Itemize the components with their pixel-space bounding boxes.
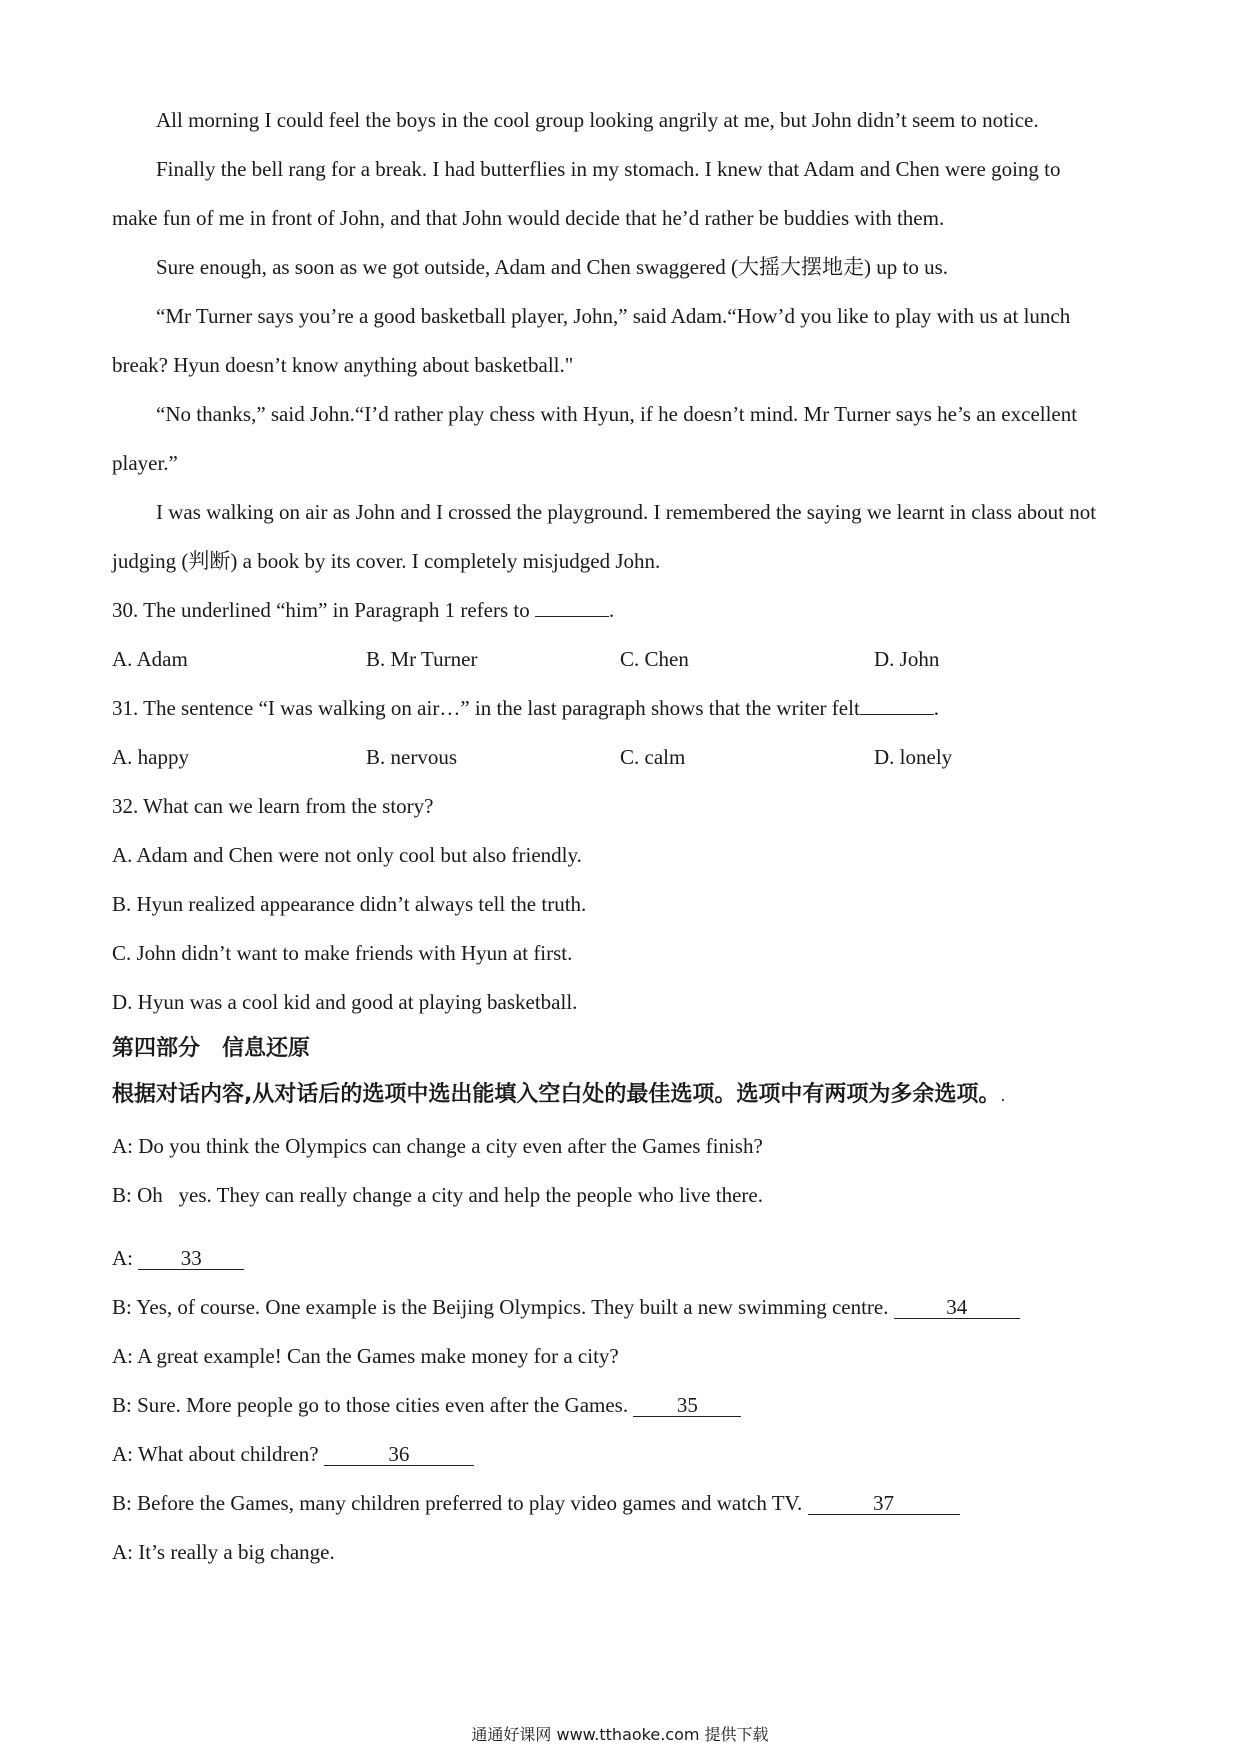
story-paragraph-2-line-2: make fun of me in front of John, and that John would decide that he’d rather be buddies with them. <box>112 206 945 230</box>
question-30-end: . <box>608 598 615 622</box>
blank-36[interactable]: 36 <box>324 1443 474 1466</box>
blank-34[interactable]: 34 <box>894 1296 1020 1319</box>
question-31-end: . <box>933 696 940 720</box>
blank-37[interactable]: 37 <box>808 1492 960 1515</box>
question-32-option-d[interactable]: D. Hyun was a cool kid and good at playing basketball. <box>112 990 578 1014</box>
footer-watermark: 通通好课网 www.tthaoke.com 提供下载 <box>471 1725 769 1744</box>
section-4-instruction <box>112 1082 1005 1109</box>
question-32-stem: 32. What can we learn from the story? <box>112 794 434 818</box>
story-paragraph-4-line-2: break? Hyun doesn’t know anything about basketball." <box>112 353 574 377</box>
dialogue-line-2: B: Oh yes. They can really change a city and help the people who live there. <box>112 1183 763 1207</box>
question-30-option-c[interactable]: C. Chen <box>620 647 689 671</box>
question-31 <box>112 695 939 721</box>
section-4-instruction-tail: . <box>1000 1086 1006 1105</box>
question-30 <box>112 597 614 623</box>
question-32-option-a[interactable]: A. Adam and Chen were not only cool but also friendly. <box>112 843 582 867</box>
question-30-stem: 30. The underlined “him” in Paragraph 1 refers to <box>112 598 530 622</box>
blank-33[interactable]: 33 <box>138 1247 244 1270</box>
dialogue-speaker-a: A: <box>112 1246 133 1270</box>
dialogue-line-7 <box>112 1441 474 1467</box>
question-32-option-b[interactable]: B. Hyun realized appearance didn’t always tell the truth. <box>112 892 587 916</box>
story-paragraph-6-line-1: I was walking on air as John and I crossed the playground. I remembered the saying we learnt in class about not <box>156 500 1097 524</box>
blank-35[interactable]: 35 <box>633 1394 741 1417</box>
story-paragraph-3: Sure enough, as soon as we got outside, Adam and Chen swaggered (大摇大摆地走) up to us. <box>156 255 949 279</box>
story-paragraph-5-line-2: player.” <box>112 451 178 475</box>
story-paragraph-6-line-2: judging (判断) a book by its cover. I completely misjudged John. <box>112 549 661 573</box>
dialogue-line-5: A: A great example! Can the Games make money for a city? <box>112 1344 619 1368</box>
question-30-blank[interactable] <box>535 616 609 617</box>
question-31-option-d[interactable]: D. lonely <box>874 745 953 769</box>
story-paragraph-1: All morning I could feel the boys in the cool group looking angrily at me, but John didn’t seem to notice. <box>156 108 1039 132</box>
question-31-blank[interactable] <box>860 714 934 715</box>
dialogue-line-8 <box>112 1490 960 1516</box>
question-30-option-d[interactable]: D. John <box>874 647 940 671</box>
dialogue-line-8-text: B: Before the Games, many children preferred to play video games and watch TV. <box>112 1491 803 1515</box>
question-30-option-a[interactable]: A. Adam <box>112 647 188 671</box>
question-30-option-b[interactable]: B. Mr Turner <box>366 647 478 671</box>
dialogue-line-4-text: B: Yes, of course. One example is the Beijing Olympics. They built a new swimming centre. <box>112 1295 889 1319</box>
dialogue-line-3 <box>112 1245 244 1271</box>
question-32-option-c[interactable]: C. John didn’t want to make friends with Hyun at first. <box>112 941 573 965</box>
question-31-option-c[interactable]: C. calm <box>620 745 686 769</box>
section-4-instruction-text: 根据对话内容,从对话后的选项中选出能填入空白处的最佳选项。选项中有两项为多余选项。 <box>112 1082 1001 1107</box>
dialogue-line-6-text: B: Sure. More people go to those cities even after the Games. <box>112 1393 629 1417</box>
dialogue-line-9: A: It’s really a big change. <box>112 1540 335 1564</box>
dialogue-line-4 <box>112 1294 1020 1320</box>
story-paragraph-4-line-1: “Mr Turner says you’re a good basketball player, John,” said Adam.“How’d you like to play with us at lunch <box>156 304 1071 328</box>
question-31-option-a[interactable]: A. happy <box>112 745 189 769</box>
dialogue-line-6 <box>112 1392 741 1418</box>
section-4-title: 第四部分 信息还原 <box>112 1036 311 1061</box>
story-paragraph-2-line-1: Finally the bell rang for a break. I had butterflies in my stomach. I knew that Adam and Chen were going to <box>156 157 1061 181</box>
dialogue-line-1: A: Do you think the Olympics can change a city even after the Games finish? <box>112 1134 763 1158</box>
dialogue-line-7-text: A: What about children? <box>112 1442 319 1466</box>
question-31-stem: 31. The sentence “I was walking on air…” in the last paragraph shows that the writer felt <box>112 696 860 720</box>
question-31-option-b[interactable]: B. nervous <box>366 745 457 769</box>
story-paragraph-5-line-1: “No thanks,” said John.“I’d rather play chess with Hyun, if he doesn’t mind. Mr Turner says he’s an excellent <box>156 402 1078 426</box>
